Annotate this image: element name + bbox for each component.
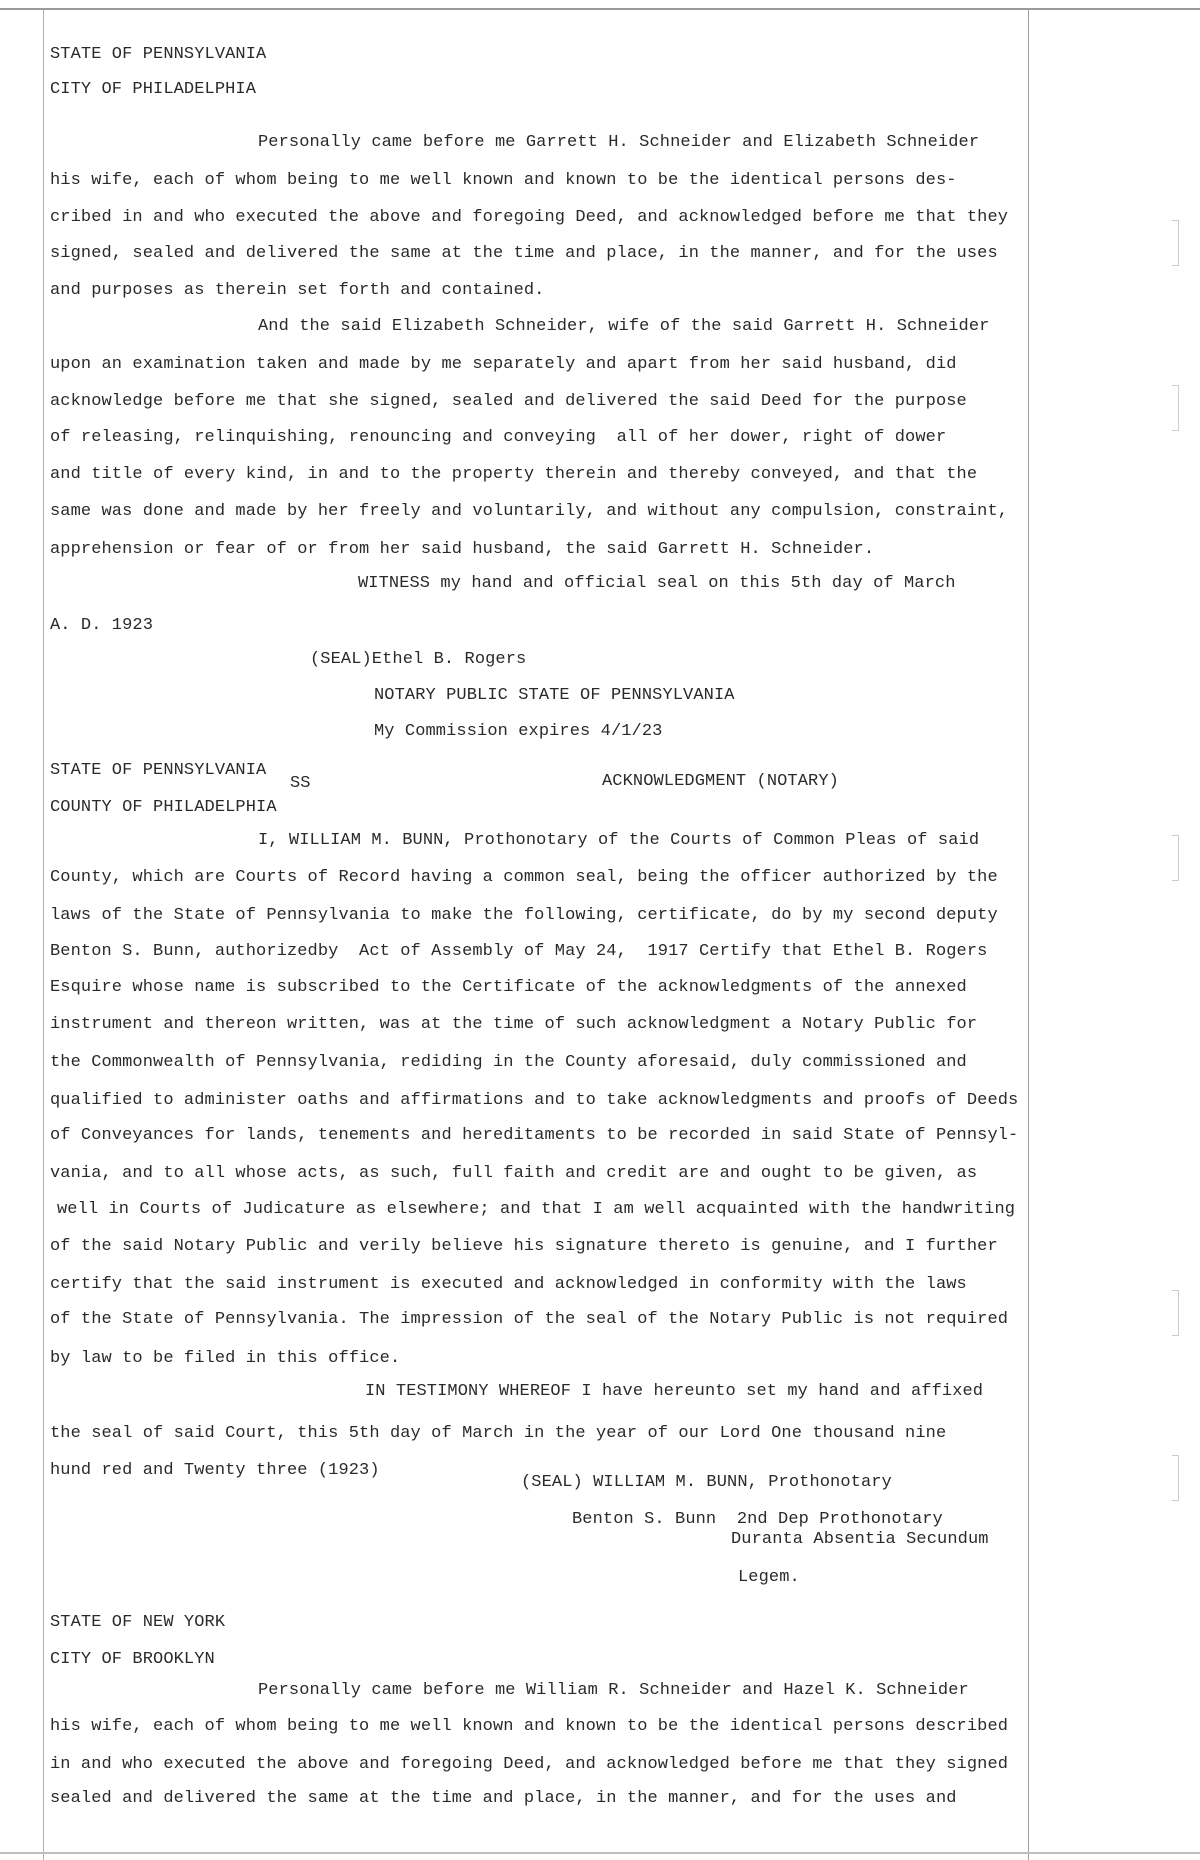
text-line: signed, sealed and delivered the same at the time and place, in the manner, and for the uses: [50, 244, 998, 263]
text-line: the Commonwealth of Pennsylvania, rediding in the County aforesaid, duly commissioned and: [50, 1053, 967, 1072]
page-bottom-edge: [0, 1852, 1200, 1854]
binding-mark: [1172, 220, 1179, 266]
page-top-edge: [0, 8, 1200, 10]
date-line: A. D. 1923: [50, 616, 154, 635]
deputy-title-end: Legem.: [738, 1568, 800, 1587]
section-heading: ACKNOWLEDGMENT (NOTARY): [602, 772, 839, 791]
binding-mark: [1172, 1290, 1179, 1336]
text-line: laws of the State of Pennsylvania to make the following, certificate, do by my second deputy: [50, 906, 998, 925]
binding-mark: [1172, 1455, 1179, 1501]
text-line: County, which are Courts of Record having a common seal, being the officer authorized by the: [50, 868, 998, 887]
text-line: cribed in and who executed the above and foregoing Deed, and acknowledged before me that they: [50, 208, 1009, 227]
text-line: Benton S. Bunn, authorizedby Act of Assembly of May 24, 1917 Certify that Ethel B. Rogers: [50, 942, 988, 961]
deputy-signature: Benton S. Bunn 2nd Dep Prothonotary: [572, 1510, 943, 1529]
text-line: and purposes as therein set forth and contained.: [50, 281, 545, 300]
text-line: sealed and delivered the same at the time and place, in the manner, and for the uses and: [50, 1789, 957, 1808]
text-line: Personally came before me Garrett H. Schneider and Elizabeth Schneider: [258, 133, 980, 152]
venue-state: STATE OF NEW YORK: [50, 1613, 226, 1632]
text-line: of the State of Pennsylvania. The impression of the seal of the Notary Public is not required: [50, 1310, 1009, 1329]
binding-mark: [1172, 385, 1179, 431]
text-line: the seal of said Court, this 5th day of March in the year of our Lord One thousand nine: [50, 1424, 947, 1443]
left-margin-rule: [43, 10, 44, 1860]
text-line: Personally came before me William R. Schneider and Hazel K. Schneider: [258, 1681, 969, 1700]
commission-expiry: My Commission expires 4/1/23: [374, 722, 663, 741]
venue-state: STATE OF PENNSYLVANIA: [50, 45, 267, 64]
text-line: I, WILLIAM M. BUNN, Prothonotary of the Courts of Common Pleas of said: [258, 831, 980, 850]
text-line: IN TESTIMONY WHEREOF I have hereunto set my hand and affixed: [365, 1382, 984, 1401]
text-line: upon an examination taken and made by me separately and apart from her said husband, did: [50, 355, 957, 374]
text-line: same was done and made by her freely and voluntarily, and without any compulsion, constraint,: [50, 502, 1009, 521]
venue-state: STATE OF PENNSYLVANIA: [50, 761, 267, 780]
text-line: well in Courts of Judicature as elsewhere; and that I am well acquainted with the handwriting: [57, 1200, 1016, 1219]
text-line: his wife, each of whom being to me well known and known to be the identical persons des-: [50, 171, 957, 190]
text-line: by law to be filed in this office.: [50, 1349, 401, 1368]
prothonotary-signature: (SEAL) WILLIAM M. BUNN, Prothonotary: [521, 1473, 892, 1492]
text-line: acknowledge before me that she signed, sealed and delivered the said Deed for the purpose: [50, 392, 967, 411]
deputy-title: Duranta Absentia Secundum: [731, 1530, 989, 1549]
text-line: his wife, each of whom being to me well known and known to be the identical persons described: [50, 1717, 1009, 1736]
right-margin-rule: [1028, 10, 1029, 1860]
notary-signature: (SEAL)Ethel B. Rogers: [310, 650, 527, 669]
text-line: And the said Elizabeth Schneider, wife of the said Garrett H. Schneider: [258, 317, 990, 336]
text-line: qualified to administer oaths and affirmations and to take acknowledgments and proofs of Deeds: [50, 1091, 1019, 1110]
text-line: and title of every kind, in and to the property therein and thereby conveyed, and that the: [50, 465, 978, 484]
venue-county: COUNTY OF PHILADELPHIA: [50, 798, 277, 817]
text-line: of the said Notary Public and verily believe his signature thereto is genuine, and I further: [50, 1237, 998, 1256]
text-line: vania, and to all whose acts, as such, full faith and credit are and ought to be given, as: [50, 1164, 978, 1183]
text-line: apprehension or fear of or from her said husband, the said Garrett H. Schneider.: [50, 540, 875, 559]
text-line: instrument and thereon written, was at the time of such acknowledgment a Notary Public for: [50, 1015, 978, 1034]
text-line: hund red and Twenty three (1923): [50, 1461, 380, 1480]
venue-city: CITY OF BROOKLYN: [50, 1650, 215, 1669]
text-line: certify that the said instrument is executed and acknowledged in conformity with the laws: [50, 1275, 967, 1294]
text-line: of Conveyances for lands, tenements and hereditaments to be recorded in said State of Pennsyl-: [50, 1126, 1019, 1145]
binding-mark: [1172, 835, 1179, 881]
notary-title: NOTARY PUBLIC STATE OF PENNSYLVANIA: [374, 686, 735, 705]
text-line: Esquire whose name is subscribed to the Certificate of the acknowledgments of the annexed: [50, 978, 967, 997]
text-line: in and who executed the above and foregoing Deed, and acknowledged before me that they signed: [50, 1755, 1009, 1774]
venue-city: CITY OF PHILADELPHIA: [50, 80, 257, 99]
text-line: of releasing, relinquishing, renouncing and conveying all of her dower, right of dower: [50, 428, 947, 447]
ss-mark: SS: [290, 774, 311, 793]
text-line: WITNESS my hand and official seal on this 5th day of March: [358, 574, 956, 593]
